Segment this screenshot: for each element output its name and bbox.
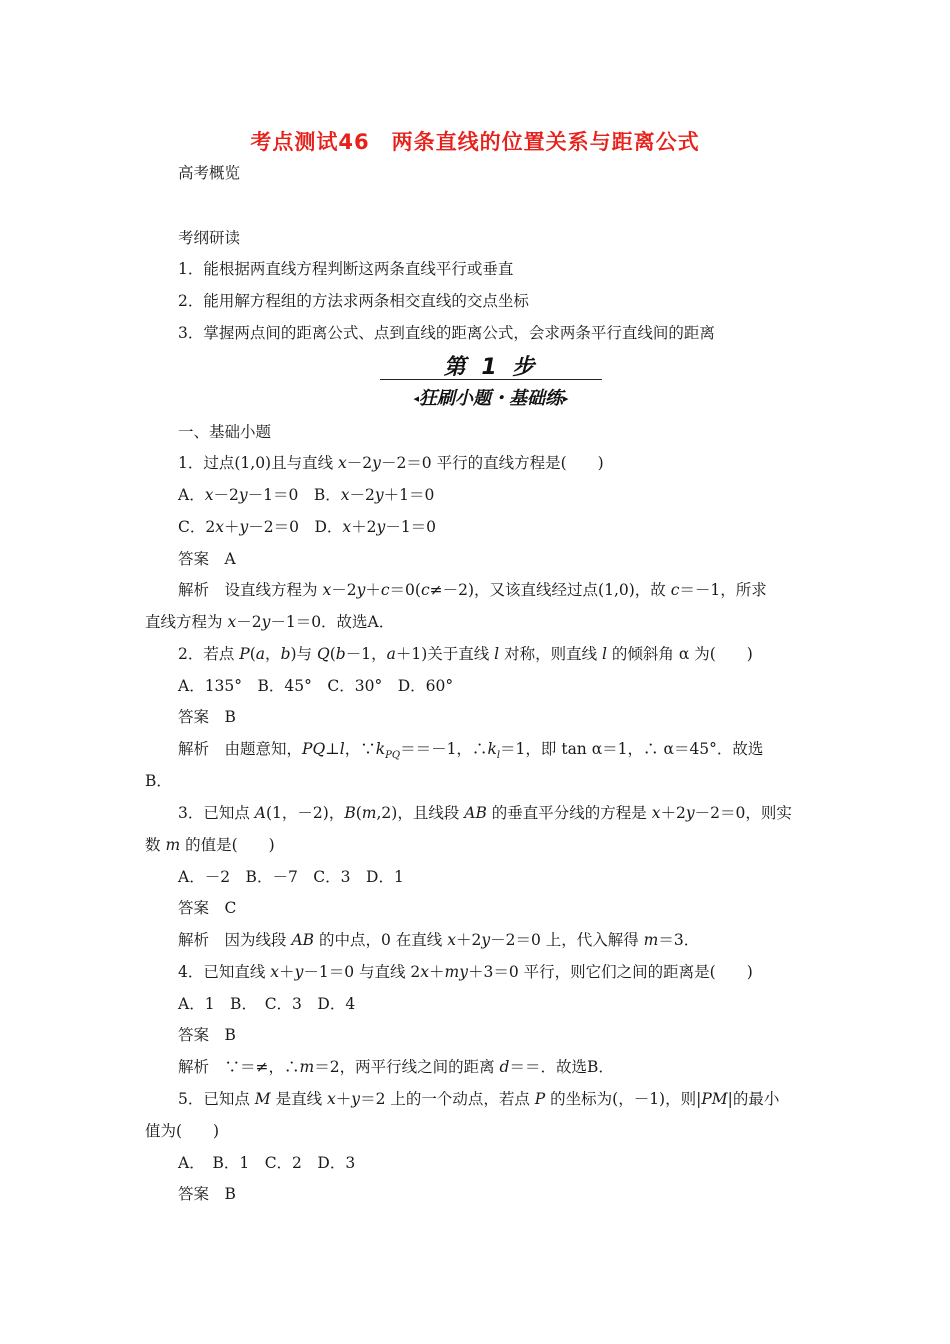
question-3-stem: 3．已知点 A(1，－2)，B(m,2)，且线段 AB 的垂直平分线的方程是 x＋2y－2＝0，则实 [178, 804, 792, 822]
step-label: 第 1 步 [443, 355, 539, 380]
syllabus-heading: 考纲研读 [178, 229, 241, 247]
question-1-analysis: 解析 设直线方程为 x－2y＋c＝0(c≠－2)，又该直线经过点(1,0)，故 c＝－1，所求 [178, 581, 767, 599]
question-1-stem: 1．过点(1,0)且与直线 x－2y－2＝0 平行的直线方程是( ) [178, 454, 604, 472]
banner-subtitle: 狂刷小题・基础练 [419, 388, 563, 409]
question-5-stem: 5．已知点 M 是直线 x＋y＝2 上的一个动点，若点 P 的坐标为(，－1)，则|PM|的最小 [178, 1090, 780, 1108]
question-4-options: A．1 B． C．3 D．4 [178, 995, 356, 1013]
question-3-answer: 答案 C [178, 899, 237, 917]
banner-subtitle-row [380, 384, 602, 410]
left-triangle-icon: ◂ [413, 392, 419, 405]
question-2-analysis: 解析 由题意知，PQ⊥l，$\because k_{PQ}==-1$，$\therefore k_l=1$，即 tan α＝1，∴ α＝45°．故选 [178, 740, 764, 762]
overview-heading: 高考概览 [178, 164, 241, 182]
question-2-answer: 答案 B [178, 708, 236, 726]
question-1-analysis-cont: 直线方程为 x－2y－1＝0．故选A． [145, 613, 395, 631]
question-2-stem: 2．若点 P(a，b)与 Q(b－1，a＋1)关于直线 l 对称，则直线 l 的倾斜角 α 为( ) [178, 645, 753, 663]
question-5-options: A． B．1 C．2 D．3 [178, 1154, 356, 1172]
question-4-analysis: 解析 ∵＝≠，∴m＝2，两平行线之间的距离 d＝＝．故选B． [178, 1058, 614, 1076]
question-5-answer: 答案 B [178, 1185, 236, 1203]
syllabus-item: 2．能用解方程组的方法求两条相交直线的交点坐标 [178, 292, 529, 310]
section-heading: 一、基础小题 [178, 423, 272, 441]
question-3-options: A．－2 B．－7 C．3 D．1 [178, 868, 404, 886]
question-4-stem: 4．已知直线 x＋y－1＝0 与直线 2x＋my＋3＝0 平行，则它们之间的距离是( ) [178, 963, 753, 981]
question-1-options-cd: C．2x＋y－2＝0 D．x＋2y－1＝0 [178, 518, 437, 536]
question-2-options: A．135° B．45° C．30° D．60° [178, 677, 454, 695]
step-banner [380, 350, 602, 412]
question-5-stem-cont: 值为( ) [145, 1122, 220, 1140]
syllabus-item: 1．能根据两直线方程判断这两条直线平行或垂直 [178, 260, 514, 278]
syllabus-item: 3．掌握两点间的距离公式、点到直线的距离公式，会求两条平行直线间的距离 [178, 324, 715, 342]
question-3-stem-cont: 数 m 的值是( ) [145, 836, 275, 854]
question-1-options-ab: A．x－2y－1＝0 B．x－2y＋1＝0 [178, 486, 435, 504]
right-triangle-icon: ▸ [563, 392, 569, 405]
question-3-analysis: 解析 因为线段 AB 的中点，0 在直线 x＋2y－2＝0 上，代入解得 m＝3． [178, 931, 700, 949]
question-2-analysis-cont: B． [145, 772, 172, 790]
page-title: 考点测试46 两条直线的位置关系与距离公式 [250, 130, 700, 154]
banner-rule [380, 379, 602, 380]
question-4-answer: 答案 B [178, 1026, 236, 1044]
question-1-answer: 答案 A [178, 550, 236, 568]
